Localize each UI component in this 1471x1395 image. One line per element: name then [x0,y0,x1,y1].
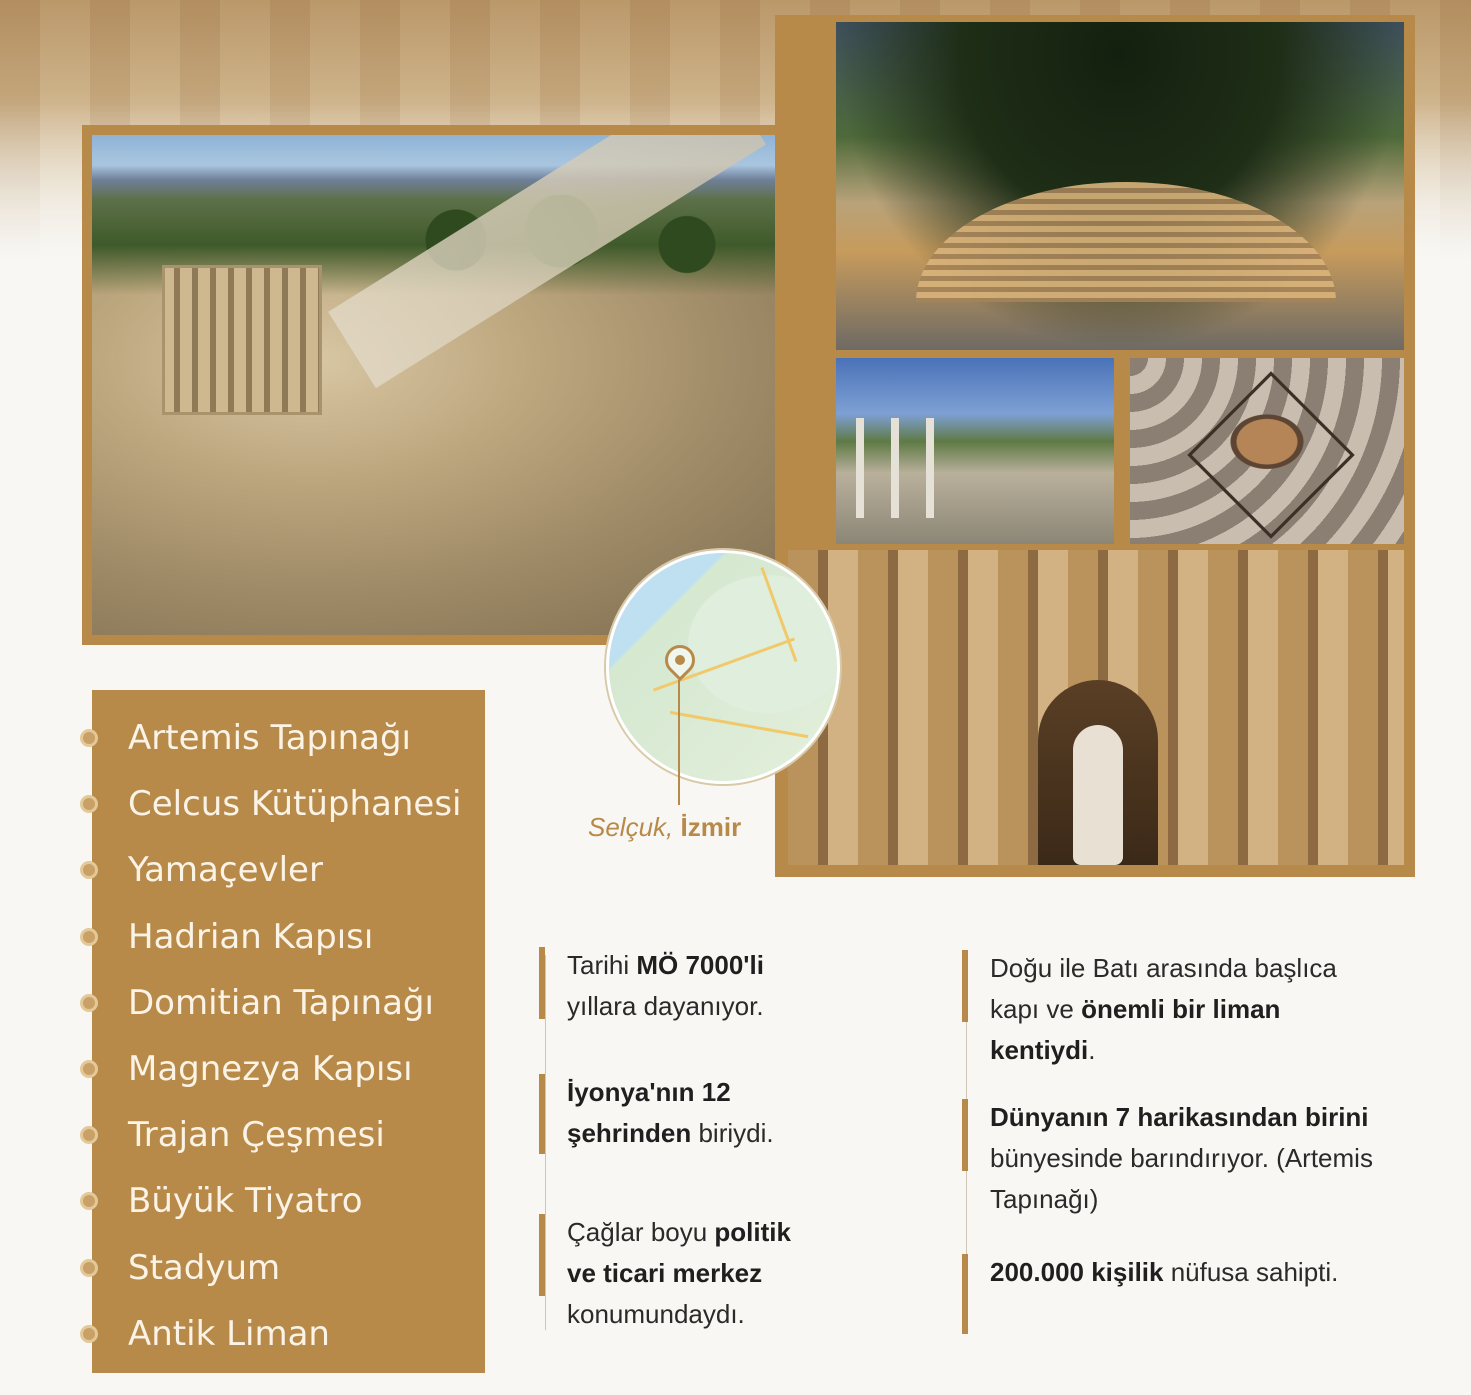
site-label: Antik Liman [128,1313,330,1354]
fact-text-plain: Doğu ile Batı arasında başlıca kapı ve [990,953,1337,1024]
bullet-icon [80,729,98,747]
location-city: Selçuk, [588,812,674,842]
bullet-icon [80,1259,98,1277]
map-road [670,711,808,738]
fact-text-plain: nüfusa sahipti. [1163,1257,1339,1287]
bullet-icon [80,994,98,1012]
photo-library-facade [162,265,322,415]
column [926,418,934,518]
fact-text-plain: Çağlar boyu [567,1217,715,1247]
sites-list [92,690,485,1373]
mosaic-photo [1130,358,1404,544]
location-province: İzmir [680,812,742,842]
fact-text-highlight: 200.000 kişilik [990,1257,1164,1287]
library-statue-photo [788,550,1404,865]
fact-text-highlight: İyonya'nın 12 şehrinden [567,1077,731,1148]
fact-text-plain: konumundaydı. [567,1299,745,1329]
column [891,418,899,518]
bullet-icon [80,795,98,813]
column [856,418,864,518]
fact-text [990,948,1390,1071]
site-label: Magnezya Kapısı [128,1049,413,1089]
location-map [606,550,840,784]
fact-text [567,945,827,1027]
fact-accent-bar [962,1254,968,1334]
facts-left-line [545,955,546,1330]
bullet-icon [80,1325,98,1343]
location-label [588,812,741,843]
fact-text-highlight: önemli bir liman kentiydi [990,994,1281,1065]
theatre-night-photo [836,22,1404,350]
site-label: Domitian Tapınağı [128,982,434,1023]
fact-accent-bar [539,1074,545,1154]
fact-text-highlight: MÖ 7000'li [636,950,764,980]
site-label: Artemis Tapınağı [128,718,411,758]
fact-text-highlight: Dünyanın 7 harikasından birini [990,1102,1369,1132]
fact-text [990,1252,1390,1293]
theatre-seats [916,182,1336,302]
site-label: Yamaçevler [128,850,323,891]
fact-text-plain: bünyesinde barındırıyor. (Artemis Tapınağı) [990,1143,1373,1214]
fact-accent-bar [962,1099,968,1171]
fact-accent-bar [539,947,545,1019]
mosaic-frame [1187,371,1354,538]
site-label: Celcus Kütüphanesi [128,784,462,825]
fact-text [567,1072,827,1154]
site-label: Büyük Tiyatro [128,1181,363,1222]
bullet-icon [80,1126,98,1144]
columned-street-photo [836,358,1114,544]
bullet-icon [80,1192,98,1210]
statue [1073,725,1123,865]
site-label: Hadrian Kapısı [128,916,374,957]
fact-text-plain: yıllara dayanıyor. [567,991,764,1021]
site-label: Trajan Çeşmesi [128,1115,385,1156]
site-label: Stadyum [128,1247,281,1288]
fact-text [990,1097,1390,1220]
pin-leader-line [678,680,680,805]
bullet-icon [80,861,98,879]
fact-text-plain: Tarihi [567,950,637,980]
fact-text [567,1212,827,1335]
bullet-icon [80,1060,98,1078]
bullet-icon [80,928,98,946]
fact-text-highlight: politik ve ticari merkez [567,1217,791,1288]
fact-accent-bar [539,1214,545,1296]
fact-text-plain: biriydi. [691,1118,774,1148]
fact-text-plain: . [1088,1035,1096,1065]
fact-accent-bar [962,950,968,1022]
